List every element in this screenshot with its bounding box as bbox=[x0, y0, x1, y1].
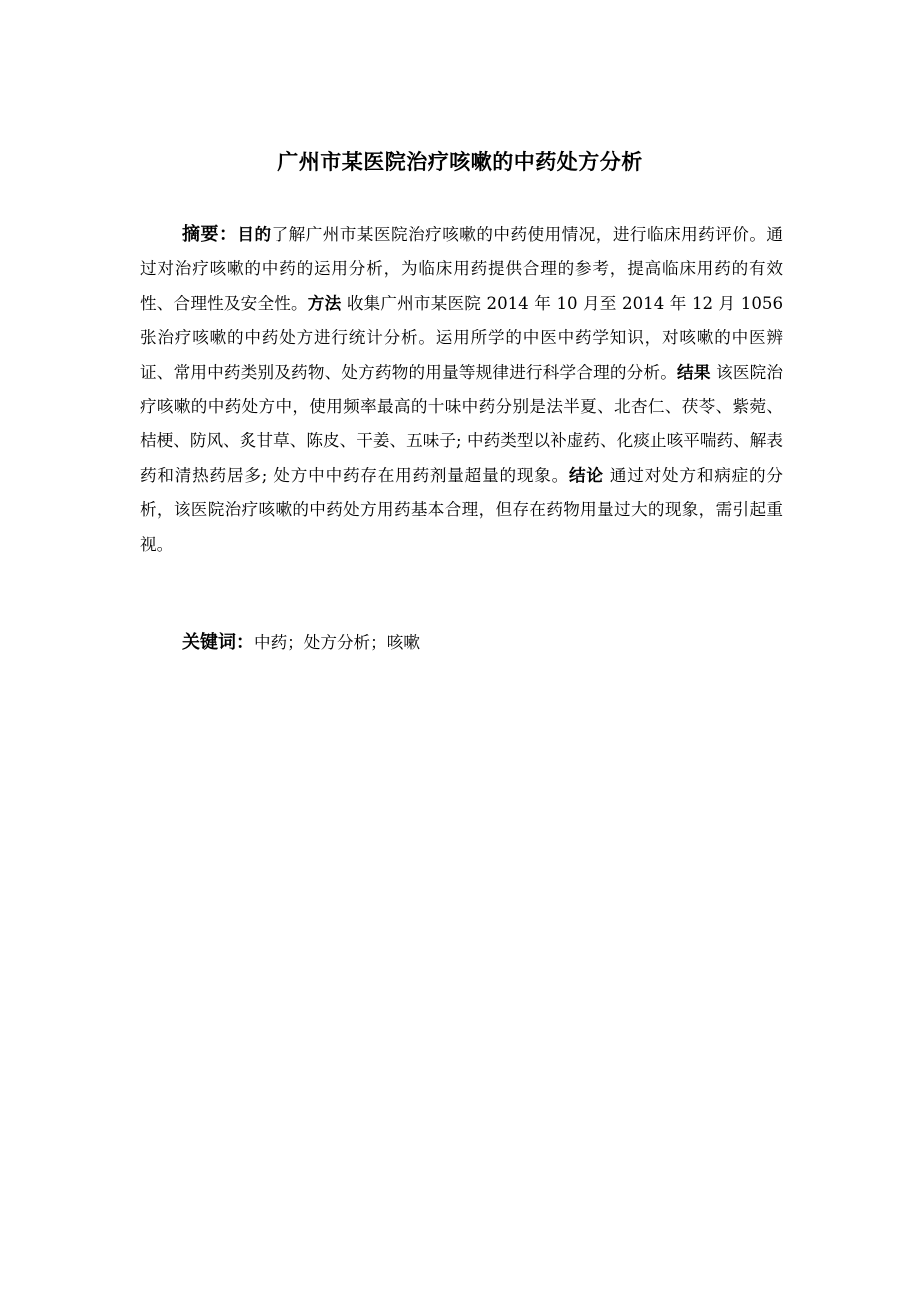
keywords-label: 关键词： bbox=[182, 632, 254, 653]
conclusion-text: 通过对处方和病症的分析，该医院治疗咳嗽的中药处方用药基本合理，但存在药物用量过大的现象，需引起重视。 bbox=[140, 465, 783, 554]
conclusion-label: 结论 bbox=[569, 465, 604, 485]
abstract-paragraph bbox=[140, 218, 783, 562]
purpose-text: 了解广州市某医院治疗咳嗽的中药使用情况，进行临床用药评价。通过对治疗咳嗽的中药的运用分析，为临床用药提供合理的参考，提高临床用药的有效性、合理性及安全性。 bbox=[140, 225, 784, 313]
purpose-label: 目的 bbox=[237, 225, 272, 244]
result-text: 该医院治疗咳嗽的中药处方中，使用频率最高的十味中药分别是法半夏、北杏仁、茯苓、紫菀、桔梗、防风、炙甘草、陈皮、干姜、五味子; 中药类型以补虚药、化痰止咳平喘药、解表药和清热药居多; 处方中中药存在用药剂量超量的现象。 bbox=[140, 362, 784, 485]
paper-title: 广州市某医院治疗咳嗽的中药处方分析 bbox=[277, 150, 643, 174]
result-label: 结果 bbox=[677, 362, 711, 382]
keywords-line bbox=[182, 628, 420, 658]
keywords-text: 中药；处方分析；咳嗽 bbox=[254, 633, 420, 652]
abstract-label: 摘要： bbox=[182, 224, 238, 245]
method-label: 方法 bbox=[307, 293, 342, 313]
method-text: 收集广州市某医院 2014 年 10 月至 2014 年 12 月 1056 张治疗咳嗽的中药处方进行统计分析。运用所学的中医中药学知识，对咳嗽的中医辨证、常用中药类别及药物、处方药物的用量等规律进行科学合理的分析。 bbox=[140, 293, 784, 382]
